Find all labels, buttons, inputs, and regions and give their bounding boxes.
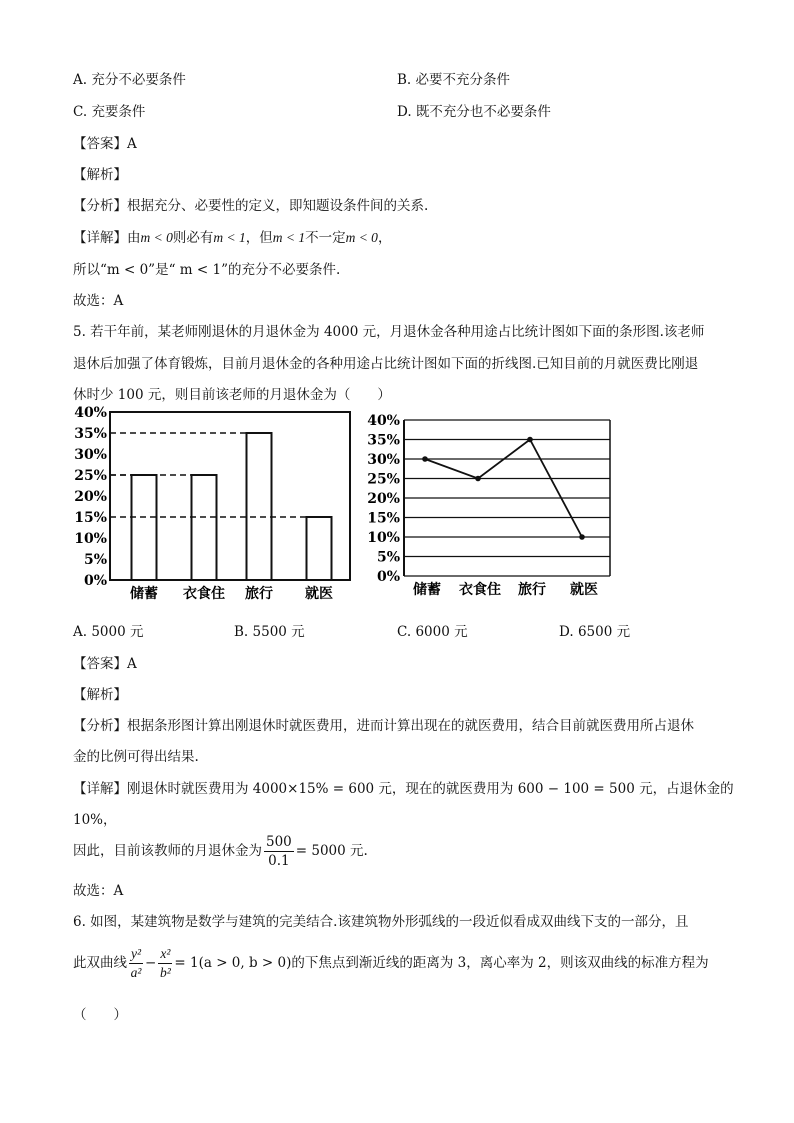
data-point	[579, 534, 585, 540]
text-run: = 5000 元.	[295, 843, 368, 859]
text-run: 此双曲线	[73, 955, 127, 971]
y-tick-label: 25%	[74, 468, 107, 484]
fraction-denominator: a²	[130, 965, 142, 980]
option-text: 6000 元	[415, 624, 468, 640]
text-run: = 1(a > 0, b > 0)的下焦点到渐近线的距离为 3，离心率为 2，则该双曲线的标准方程为	[174, 955, 709, 971]
math-expr: m < 0	[140, 230, 173, 245]
y-tick-label: 10%	[367, 530, 400, 546]
answer-label: 【答案】	[73, 656, 127, 672]
y-tick-label: 15%	[74, 510, 107, 526]
math-expr: m < 1	[272, 230, 306, 245]
xiangjie-line	[73, 226, 391, 246]
x-tick-label: 旅行	[245, 586, 273, 602]
option-text: 6500 元	[577, 624, 631, 640]
option-text: 充要条件	[91, 104, 146, 120]
option-c[interactable]	[397, 620, 468, 640]
bar	[132, 475, 157, 580]
fraction-numerator: 500	[266, 834, 292, 850]
option-text: 5500 元	[252, 624, 305, 640]
conclusion-line: 所以“m < 0”是“ m < 1”的充分不必要条件.	[73, 262, 341, 278]
fraction-denominator: b²	[159, 965, 171, 980]
answer-value: A	[127, 656, 137, 672]
x-tick-label: 衣食住	[183, 586, 225, 602]
option-key: C.	[73, 104, 88, 120]
option-key: C.	[397, 624, 412, 640]
answer-label: 【答案】	[73, 136, 127, 152]
option-text: 必要不充分条件	[415, 72, 511, 88]
fenxi-line-2: 金的比例可得出结果.	[73, 749, 199, 765]
fenxi-label: 【分析】	[73, 198, 127, 214]
bar	[307, 517, 332, 580]
question-5-stem-3: 休时少 100 元，则目前该老师的月退休金为（ ）	[73, 387, 391, 403]
question-5-stem-1: 5. 若干年前，某老师刚退休的月退休金为 4000 元，月退休金各种用途占比统计图如下面的条形图.该老师	[73, 324, 705, 340]
option-key: B.	[234, 624, 249, 640]
text-run: 不一定	[305, 230, 346, 246]
fraction	[158, 945, 172, 982]
answer-line	[73, 652, 137, 672]
x-tick-label: 就医	[305, 586, 333, 602]
data-point	[475, 476, 481, 482]
option-c[interactable]	[73, 100, 145, 120]
fenxi-line	[73, 194, 428, 214]
y-tick-label: 15%	[367, 510, 400, 527]
option-b[interactable]	[397, 68, 510, 88]
fenxi-line	[73, 714, 694, 734]
y-tick-label: 40%	[367, 413, 400, 429]
question-5-stem-2: 退休后加强了体育锻炼，目前月退休金的各种用途占比统计图如下面的折线图.已知目前的月就医费比刚退	[73, 356, 699, 372]
y-tick-label: 20%	[367, 491, 400, 507]
option-key: A.	[73, 624, 88, 640]
y-tick-label: 40%	[74, 406, 107, 421]
y-tick-label: 25%	[367, 471, 400, 488]
bar	[247, 433, 272, 580]
option-b[interactable]	[234, 620, 305, 640]
option-text: 充分不必要条件	[91, 72, 186, 88]
option-key: A.	[73, 72, 88, 88]
bar	[192, 475, 217, 580]
fraction	[264, 833, 294, 870]
x-tick-label: 就医	[570, 582, 598, 598]
xiangjie-text: 刚退休时就医费用为 4000×15% = 600 元，现在的就医费用为 600 − 100 = 500 元，占退休金的	[127, 781, 734, 797]
guxuan-line: 故选：A	[73, 293, 124, 309]
xiangjie-label: 【详解】	[73, 781, 127, 797]
text-run: 因此，目前该教师的月退休金为	[73, 843, 262, 859]
y-tick-label: 30%	[367, 452, 400, 468]
option-a[interactable]	[73, 620, 144, 640]
question-6-stem-3: （ ）	[73, 1007, 127, 1023]
y-tick-label: 20%	[74, 489, 107, 505]
answer-line	[73, 132, 137, 152]
fraction-numerator: y²	[129, 945, 143, 964]
bar-chart	[70, 406, 360, 606]
x-tick-label: 旅行	[518, 582, 546, 598]
fraction	[129, 945, 143, 982]
series-line	[425, 440, 582, 538]
y-tick-label: 35%	[367, 432, 400, 449]
guxuan-line: 故选：A	[73, 883, 124, 899]
text-run: 由	[127, 230, 141, 246]
x-tick-label: 储蓄	[413, 582, 441, 598]
xiangjie-label: 【详解】	[73, 230, 127, 246]
question-6-stem-1: 6. 如图，某建筑物是数学与建筑的完美结合.该建筑物外形弧线的一段近似看成双曲线下支的一部分，且	[73, 914, 689, 930]
xiangjie-line-2: 10%，	[73, 812, 117, 828]
data-point	[422, 456, 428, 462]
option-key: D.	[397, 104, 412, 120]
option-d[interactable]	[397, 100, 551, 120]
text-run: ，	[377, 230, 392, 246]
option-a[interactable]	[73, 68, 186, 88]
jiexi-label: 【解析】	[73, 167, 127, 183]
math-expr: m < 1	[213, 230, 246, 245]
fenxi-text: 根据条形图计算出刚退休时就医费用，进而计算出现在的就医费用，结合目前就医费用所占退休	[127, 718, 694, 734]
option-key: D.	[559, 624, 574, 640]
fraction-numerator: x²	[158, 945, 172, 964]
y-tick-label: 5%	[376, 549, 400, 566]
x-tick-label: 储蓄	[130, 586, 158, 602]
option-text: 既不充分也不必要条件	[415, 104, 551, 120]
xiangjie-line	[73, 777, 734, 797]
y-tick-label: 10%	[74, 531, 107, 547]
fenxi-text: 根据充分、必要性的定义，即知题设条件间的关系.	[127, 198, 429, 214]
answer-value: A	[127, 136, 137, 152]
option-d[interactable]	[559, 620, 630, 640]
fenxi-label: 【分析】	[73, 718, 127, 734]
x-tick-label: 衣食住	[459, 582, 501, 598]
fraction-denominator: 0.1	[268, 853, 290, 869]
y-tick-label: 0%	[376, 569, 400, 585]
xiangjie-line-3	[73, 833, 368, 870]
data-point	[527, 437, 533, 443]
y-tick-label: 35%	[74, 426, 107, 442]
y-tick-label: 5%	[83, 552, 107, 568]
option-key: B.	[397, 72, 412, 88]
jiexi-label: 【解析】	[73, 687, 127, 703]
line-chart	[362, 412, 624, 606]
y-tick-label: 0%	[83, 573, 107, 589]
option-text: 5000 元	[91, 624, 144, 640]
text-run: 则必有	[172, 230, 214, 246]
y-tick-label: 30%	[74, 447, 107, 463]
question-6-stem-2: 此双曲线 $\frac{\text{y²}}{\text{a²}}$ − $\frac{\text{x²}}{\text{b²}}$ = 1(a > 0, b > 0)的下焦点到渐近线的距离为 3，离心率为 2，则该双曲线的标准方程为	[73, 946, 709, 980]
text-run: ，但	[245, 230, 273, 246]
math-expr: m < 0	[345, 230, 378, 245]
